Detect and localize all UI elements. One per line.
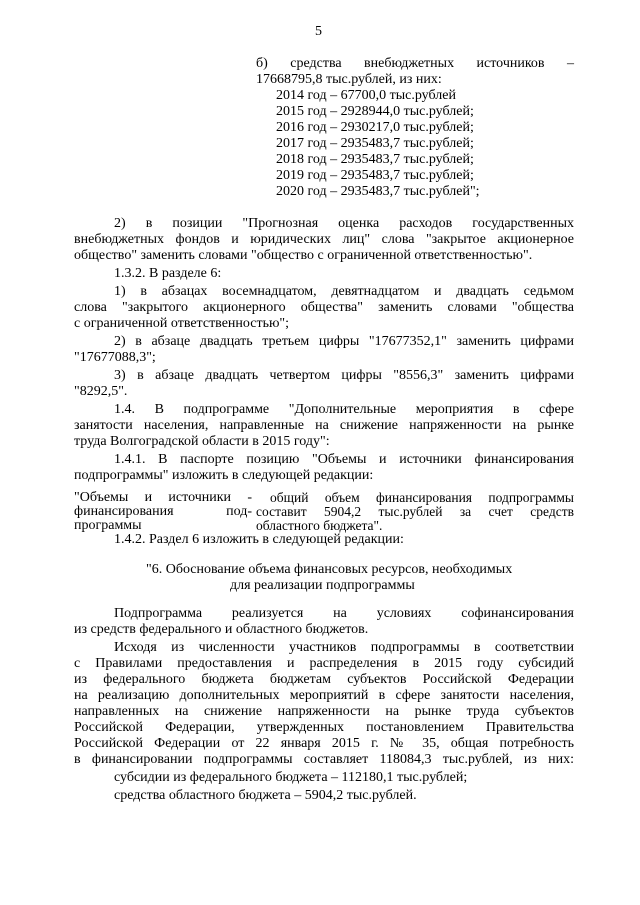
year-line: 2018 год – 2935483,7 тыс.рублей; bbox=[276, 152, 474, 167]
table-right-line: общий объем финансирования подпрограммы bbox=[270, 490, 574, 505]
budget-total: 17668795,8 тыс.рублей, из них: bbox=[256, 72, 442, 87]
para-2-line: общество" заменить словами "общество с ограниченной ответственностью". bbox=[74, 248, 533, 263]
item-2-line: 2) в абзаце двадцать третьем цифры "17677352,1" заменить цифрами bbox=[114, 334, 574, 349]
section-6-heading: "6. Обоснование объема финансовых ресурсов, необходимых bbox=[146, 562, 513, 577]
section-1-4-line: 1.4. В подпрограмме "Дополнительные мероприятия в сфере bbox=[114, 402, 574, 417]
para-b-line: на реализацию дополнительных мероприятий в сфере занятости населения, bbox=[74, 688, 574, 703]
table-right-line: составит 5904,2 тыс.рублей за счет средств bbox=[256, 504, 574, 519]
para-a-line: из средств федерального и областного бюджетов. bbox=[74, 622, 369, 637]
table-right-line: областного бюджета". bbox=[256, 518, 383, 533]
section-1-3-2: 1.3.2. В разделе 6: bbox=[114, 266, 222, 281]
item-3-line: 3) в абзаце двадцать четвертом цифры "8556,3" заменить цифрами bbox=[114, 368, 574, 383]
year-line: 2016 год – 2930217,0 тыс.рублей; bbox=[276, 120, 474, 135]
year-line: 2017 год – 2935483,7 тыс.рублей; bbox=[276, 136, 474, 151]
para-b-line: из федерального бюджета бюджетам субъектов Российской Федерации bbox=[74, 672, 574, 687]
table-left-line: "Объемы и источники - bbox=[74, 490, 252, 505]
para-b-line: Российской Федерации, утвержденных постановлением Правительства bbox=[74, 720, 574, 735]
page-number: 5 bbox=[315, 24, 322, 39]
item-3-line: "8292,5". bbox=[74, 384, 128, 399]
section-6-heading: для реализации подпрограммы bbox=[230, 578, 415, 593]
section-1-4-line: труда Волгоградской области в 2015 году": bbox=[74, 434, 330, 449]
item-1-line: 1) в абзацах восемнадцатом, девятнадцатом и двадцать седьмом bbox=[114, 284, 574, 299]
para-2-line: внебюджетных фондов и юридических лиц" слова "закрытое акционерное bbox=[74, 232, 574, 247]
section-1-4-1-line: подпрограммы" изложить в следующей редакции: bbox=[74, 468, 374, 483]
regional-line: средства областного бюджета – 5904,2 тыс.рублей. bbox=[114, 788, 417, 803]
year-line: 2020 год – 2935483,7 тыс.рублей"; bbox=[276, 184, 480, 199]
subsidy-line: субсидии из федерального бюджета – 112180,1 тыс.рублей; bbox=[114, 770, 468, 785]
para-b-line: в финансировании подпрограммы составляет 118084,3 тыс.рублей, из них: bbox=[74, 752, 574, 767]
section-1-4-2: 1.4.2. Раздел 6 изложить в следующей редакции: bbox=[114, 532, 404, 547]
table-left-line: финансирования под- bbox=[74, 504, 252, 519]
para-b-line: Исходя из численности участников подпрограммы в соответствии bbox=[114, 640, 574, 655]
para-2-line: 2) в позиции "Прогнозная оценка расходов государственных bbox=[114, 216, 574, 231]
para-a-line: Подпрограмма реализуется на условиях софинансирования bbox=[114, 606, 574, 621]
item-1-line: с ограниченной ответственностью"; bbox=[74, 316, 290, 331]
para-b-line: направленных на снижение напряженности на рынке труда субъектов bbox=[74, 704, 574, 719]
item-1-line: слова "закрытого акционерного общества" заменить словами "общества bbox=[74, 300, 574, 315]
item-2-line: "17677088,3"; bbox=[74, 350, 156, 365]
year-line: 2014 год – 67700,0 тыс.рублей bbox=[276, 88, 456, 103]
para-b-line: с Правилами предоставления и распределения в 2015 году субсидий bbox=[74, 656, 574, 671]
section-1-4-1-line: 1.4.1. В паспорте позицию "Объемы и источники финансирования bbox=[114, 452, 574, 467]
budget-heading: б) средства внебюджетных источников – bbox=[256, 56, 574, 71]
para-b-line: Российской Федерации от 22 января 2015 г. № 35, общая потребность bbox=[74, 736, 574, 751]
year-line: 2019 год – 2935483,7 тыс.рублей; bbox=[276, 168, 474, 183]
table-left-line: программы bbox=[74, 518, 142, 533]
year-line: 2015 год – 2928944,0 тыс.рублей; bbox=[276, 104, 474, 119]
section-1-4-line: занятости населения, направленные на снижение напряженности на рынке bbox=[74, 418, 574, 433]
